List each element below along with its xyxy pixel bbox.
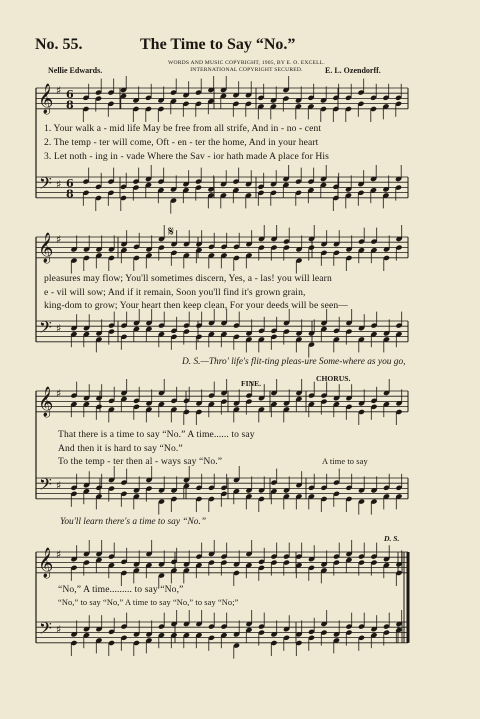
- svg-text:𝄢: 𝄢: [39, 317, 52, 341]
- system2-verse2: e - vil will sow; And if it remain, Soon you'll find it's grown grain,: [44, 287, 306, 298]
- chorus-mark: CHORUS.: [316, 374, 351, 383]
- system3-verse3: To the temp - ter then al - ways say “No.”: [58, 456, 223, 467]
- svg-text:♯: ♯: [56, 479, 62, 492]
- svg-text:𝄞: 𝄞: [38, 84, 54, 114]
- svg-text:8: 8: [66, 98, 74, 112]
- system4-line2: “No,” to say “No,” A time to say “No,” to say “No;”: [58, 598, 239, 607]
- copyright-line-1: WORDS AND MUSIC COPYRIGHT, 1905, BY E. O. EXCELL.: [168, 60, 325, 66]
- system2-verse1: pleasures may flow; You'll sometimes discern, Yes, a - las! you will learn: [44, 273, 332, 284]
- lyricist: Nellie Edwards.: [48, 66, 103, 75]
- system4-line1: “No,” A time......... to say “No,”: [58, 584, 184, 595]
- system3-ds-text: You'll learn there's a time to say “No.”: [60, 517, 207, 527]
- svg-text:♯: ♯: [56, 322, 62, 335]
- hymn-number: No. 55.: [35, 36, 83, 53]
- svg-text:♯: ♯: [56, 387, 62, 400]
- svg-text:𝄢: 𝄢: [39, 474, 52, 498]
- hymn-title: The Time to Say “No.”: [140, 36, 296, 53]
- svg-text:♯: ♯: [56, 233, 62, 246]
- copyright-line-2: INTERNATIONAL COPYRIGHT SECURED.: [190, 67, 303, 73]
- svg-text:𝄋: 𝄋: [168, 224, 175, 240]
- ds-mark: D. S.: [384, 534, 400, 543]
- svg-text:♯: ♯: [56, 84, 62, 97]
- system1-verse1: 1. Your walk a - mid life May be free from all strife, And in - no - cent: [44, 123, 322, 134]
- system3-verse2: And then it is hard to say “No.”: [58, 443, 183, 454]
- svg-text:𝄞: 𝄞: [38, 233, 54, 263]
- system1-verse2: 2. The temp - ter will come, Oft - en - ter the home, And in your heart: [44, 137, 319, 148]
- composer: E. L. Ozendorff.: [325, 66, 381, 75]
- system3-alto-echo: A time to say: [322, 457, 368, 466]
- svg-text:♯: ♯: [56, 623, 62, 636]
- svg-text:𝄞: 𝄞: [38, 387, 54, 417]
- system2-verse3: king-dom to grow; Your heart then keep clean, For your deeds will be seen—: [44, 300, 348, 311]
- svg-text:6: 6: [66, 177, 74, 190]
- svg-text:𝄞: 𝄞: [38, 548, 54, 578]
- fine-mark: FINE.: [241, 379, 262, 388]
- svg-text:8: 8: [66, 187, 74, 201]
- system2-ds-text: D. S.—Thro' life's flit-ting pleas-ure Some-where as you go,: [182, 357, 406, 367]
- system1-verse3: 3. Let noth - ing in - vade Where the Sav - ior hath made A place for His: [44, 151, 329, 162]
- system3-verse1: That there is a time to say “No.” A time...... to say: [58, 429, 255, 440]
- svg-text:𝄢: 𝄢: [39, 618, 52, 642]
- svg-text:♯: ♯: [56, 548, 62, 561]
- svg-text:6: 6: [66, 88, 74, 101]
- svg-text:𝄢: 𝄢: [39, 173, 52, 197]
- svg-text:♯: ♯: [56, 178, 62, 191]
